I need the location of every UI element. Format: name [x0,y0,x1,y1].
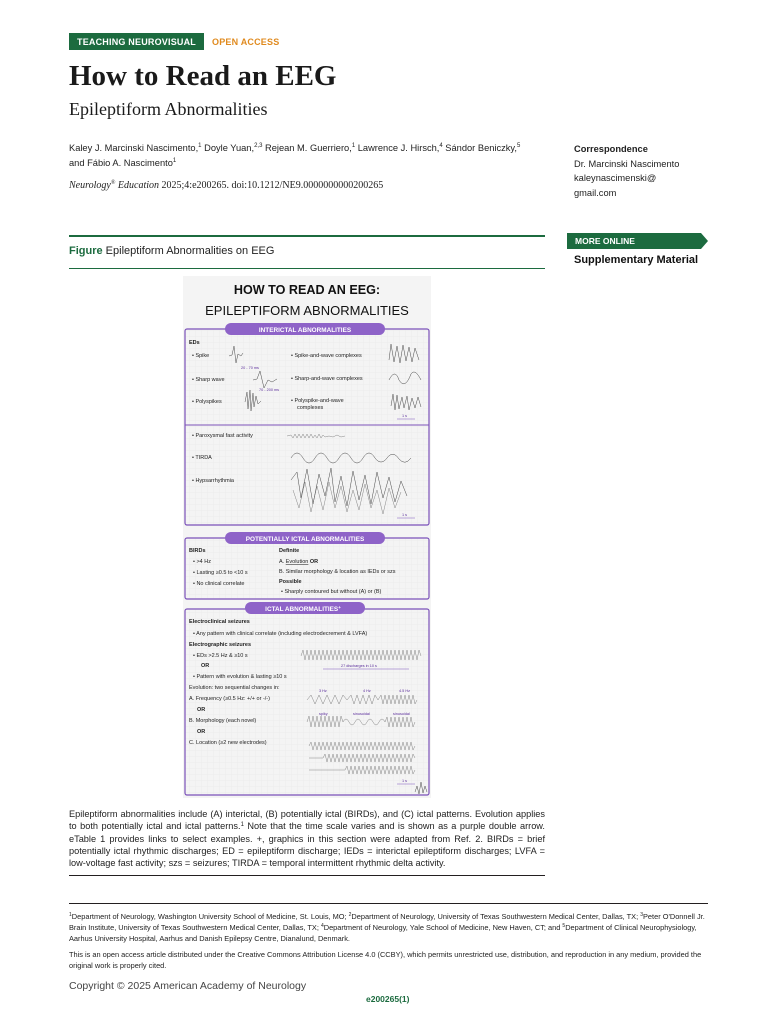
birds-criterion-3: • No clinical correlate [193,581,245,587]
birds-criterion-1: • >4 Hz [193,559,211,565]
affiliation-marker: 5 [516,143,521,149]
figure-description-text: Epileptiform abnormalities include (A) interictal, (B) potentially ictal (BIRDs), and (C) ictal patterns. Evolution applies to both potentially ictal and ictal patterns. [69,809,545,832]
evolution-frequency: A. Frequency (≥0.5 Hz: +/+ or -/-) [189,696,270,702]
figure-label: Figure [69,245,103,257]
affiliation-text: Peter O'Donnell Jr. Brain Institute, University of Texas Southwestern Medical Center, Dallas, TX; [69,912,705,932]
more-online-label: MORE ONLINE [575,236,635,246]
possible-criterion: • Sharply contoured but without (A) or (B) [281,589,382,595]
hypsarrhythmia-label: • Hypsarrhythmia [192,478,234,484]
infographic-subtitle: EPILEPTIFORM ABNORMALITIES [205,303,409,318]
author-name[interactable]: Rejean M. Guerriero, [262,143,352,153]
time-scale-label: 1 s [402,513,408,517]
affiliation-marker: 2 [348,912,352,918]
spike-label: • Spike [192,353,210,359]
affiliation-marker: 5 [562,923,566,929]
registered-mark: ® [110,180,116,186]
journal-name: Neurology [69,180,111,191]
correspondence-email-domain[interactable]: gmail.com [574,187,617,198]
evolution-location: C. Location (≥2 new electrodes) [189,740,267,746]
affiliation-text: Department of Clinical Neurophysiology, Aarhus University Hospital, Aarhus and Danish Epilepsy Centre, Dianalund, Denmark. [69,923,697,943]
definite-criterion-b: B. Similar morphology & location as IEDs or szs [279,569,396,575]
affiliation-marker: 1 [351,143,356,149]
article-tags [69,33,279,50]
correspondence-box [574,142,724,200]
affiliations [69,911,709,944]
figure-caption-text: Epileptiform Abnormalities on EEG [102,245,275,257]
potentially-ictal-band-label: POTENTIALLY ICTAL ABNORMALITIES [245,536,365,543]
citation [69,180,383,191]
sharp-and-wave-label: • Sharp-and-wave complexes [291,376,363,382]
article-subtitle: Epileptiform Abnormalities [69,99,268,119]
reference-marker[interactable]: 1 [240,822,244,829]
polyspike-wave-label: • Polyspike-and-wave [291,398,344,404]
infographic-title: HOW TO READ AN EEG: [233,283,381,297]
discharge-count-label: 27 discharges in 10 s [341,664,377,668]
supplementary-material-link[interactable]: Supplementary Material [574,254,699,266]
author-list [69,141,559,171]
possible-heading: Possible [279,579,302,585]
affiliation-marker: 2,3 [254,143,263,149]
sharp-wave-label: • Sharp wave [192,377,225,383]
figure-top-rule [69,235,545,237]
figure-caption-rule [69,268,545,269]
affiliation-marker: 1 [198,143,202,149]
correspondence-name: Dr. Marcinski Nascimento [574,158,680,169]
spike-wave-label: • Spike-and-wave complexes [291,353,362,359]
affiliation-text: Department of Neurology, University of Texas Southwestern Medical Center, Dallas, TX; [351,912,641,921]
evolution-heading: Evolution: two sequential changes in: [189,685,280,691]
or-separator: OR [197,707,206,713]
more-online-banner[interactable] [567,233,708,249]
birds-criterion-2: • Lasting ≥0.5 to <10 s [193,570,248,576]
frequency-4hz-label: 4 Hz [363,689,371,693]
affiliation-marker: 4 [320,923,324,929]
affiliation-marker: 1 [172,158,177,164]
eds-heading: EDs [189,340,200,346]
author-name[interactable]: Sándor Beniczky, [442,143,517,153]
time-scale-label: 1 s [402,779,408,783]
journal-subtitle: Education [115,180,160,191]
or-separator: OR [201,663,210,669]
sharp-wave-duration-label: 70 - 200 ms [259,388,280,392]
polyspikes-label: • Polyspikes [192,399,222,405]
morphology-sinusoidal-label: sinusoidal [353,712,370,716]
author-name[interactable]: Lawrence J. Hirsch, [355,143,440,153]
polyspike-wave-label-2: complexes [297,405,324,411]
infographic-svg [183,276,431,798]
affiliation-marker: 1 [69,912,72,918]
time-scale-label: 1 s [402,414,408,418]
pfa-label: • Paroxysmal fast activity [192,433,253,439]
electroclinical-criterion: • Any pattern with clinical correlate (including electrodecrement & LVFA) [193,631,368,637]
frequency-45hz-label: 4.5 Hz [399,689,410,693]
birds-heading: BIRDs [189,548,206,554]
morphology-sinusoidal-label-2: sinusoidal [393,712,410,716]
section-tag: TEACHING NEUROVISUAL [69,33,204,50]
tirda-label: • TIRDA [192,455,212,461]
affiliation-text: Department of Neurology, Washington University School of Medicine, St. Louis, MO; [71,912,349,921]
eeg-infographic [183,276,431,798]
figure-bottom-rule [69,875,545,876]
electrographic-criterion-1: • EDs >2.5 Hz & ≥10 s [193,653,248,659]
spike-duration-label: 20 - 70 ms [241,366,259,370]
evolution-morphology: B. Morphology (each novel) [189,718,257,724]
affiliation-marker: 4 [439,143,443,149]
copyright: Copyright © 2025 American Academy of Neurology [69,980,307,992]
affiliation-text: Department of Neurology, Yale School of Medicine, New Haven, CT; and [323,923,563,932]
open-access-tag[interactable]: OPEN ACCESS [212,36,280,47]
page-identifier: e200265(1) [366,994,410,1004]
correspondence-title: Correspondence [574,144,648,154]
footer-rule [69,903,708,904]
interictal-band-label: INTERICTAL ABNORMALITIES [258,327,352,334]
ictal-band-label: ICTAL ABNORMALITIES+ [265,605,341,613]
frequency-3hz-label: 3 Hz [319,689,327,693]
electroclinical-heading: Electroclinical seizures [189,619,250,625]
or-separator: OR [197,729,206,735]
figure-description [69,808,545,869]
author-name[interactable]: Kaley J. Marcinski Nascimento, [69,143,199,153]
article-title: How to Read an EEG [69,60,337,92]
citation-doi[interactable]: 2025;4:e200265. doi:10.1212/NE9.0000000000200265 [159,180,384,191]
figure-caption-heading [69,245,274,257]
figure-description-text-2: Note that the time scale varies and is shown as a purple double arrow. eTable 1 provides links to select examples. +, graphics in this section were adapted from Ref. 2. BIRDs = brief potentially ictal rhythmic discharges; ED = epileptiform discharge; IEDs = interictal epileptiform discharges; LVFA = low-voltage fast activity; szs = seizures; TIRDA = temporal intermittent rhythmic delta activity. [69,821,545,869]
definite-heading: Definite [279,548,300,554]
morphology-spiky-label: spiky [319,712,328,716]
author-name[interactable]: Doyle Yuan, [201,143,255,153]
electrographic-heading: Electrographic seizures [189,642,252,648]
license-statement: This is an open access article distributed under the Creative Commons Attribution License 4.0 (CCBY), which permits unrestricted use, distribution, and reproduction in any medium, provided the original work is properly cited. [69,950,702,970]
author-name[interactable]: and Fábio A. Nascimento [69,158,173,168]
affiliation-marker: 3 [640,912,643,918]
definite-criterion-a: A. Evolution OR [279,559,319,565]
correspondence-email[interactable]: kaleynascimenski@ [574,173,657,183]
electrographic-criterion-2: • Pattern with evolution & lasting ≥10 s [193,674,287,680]
